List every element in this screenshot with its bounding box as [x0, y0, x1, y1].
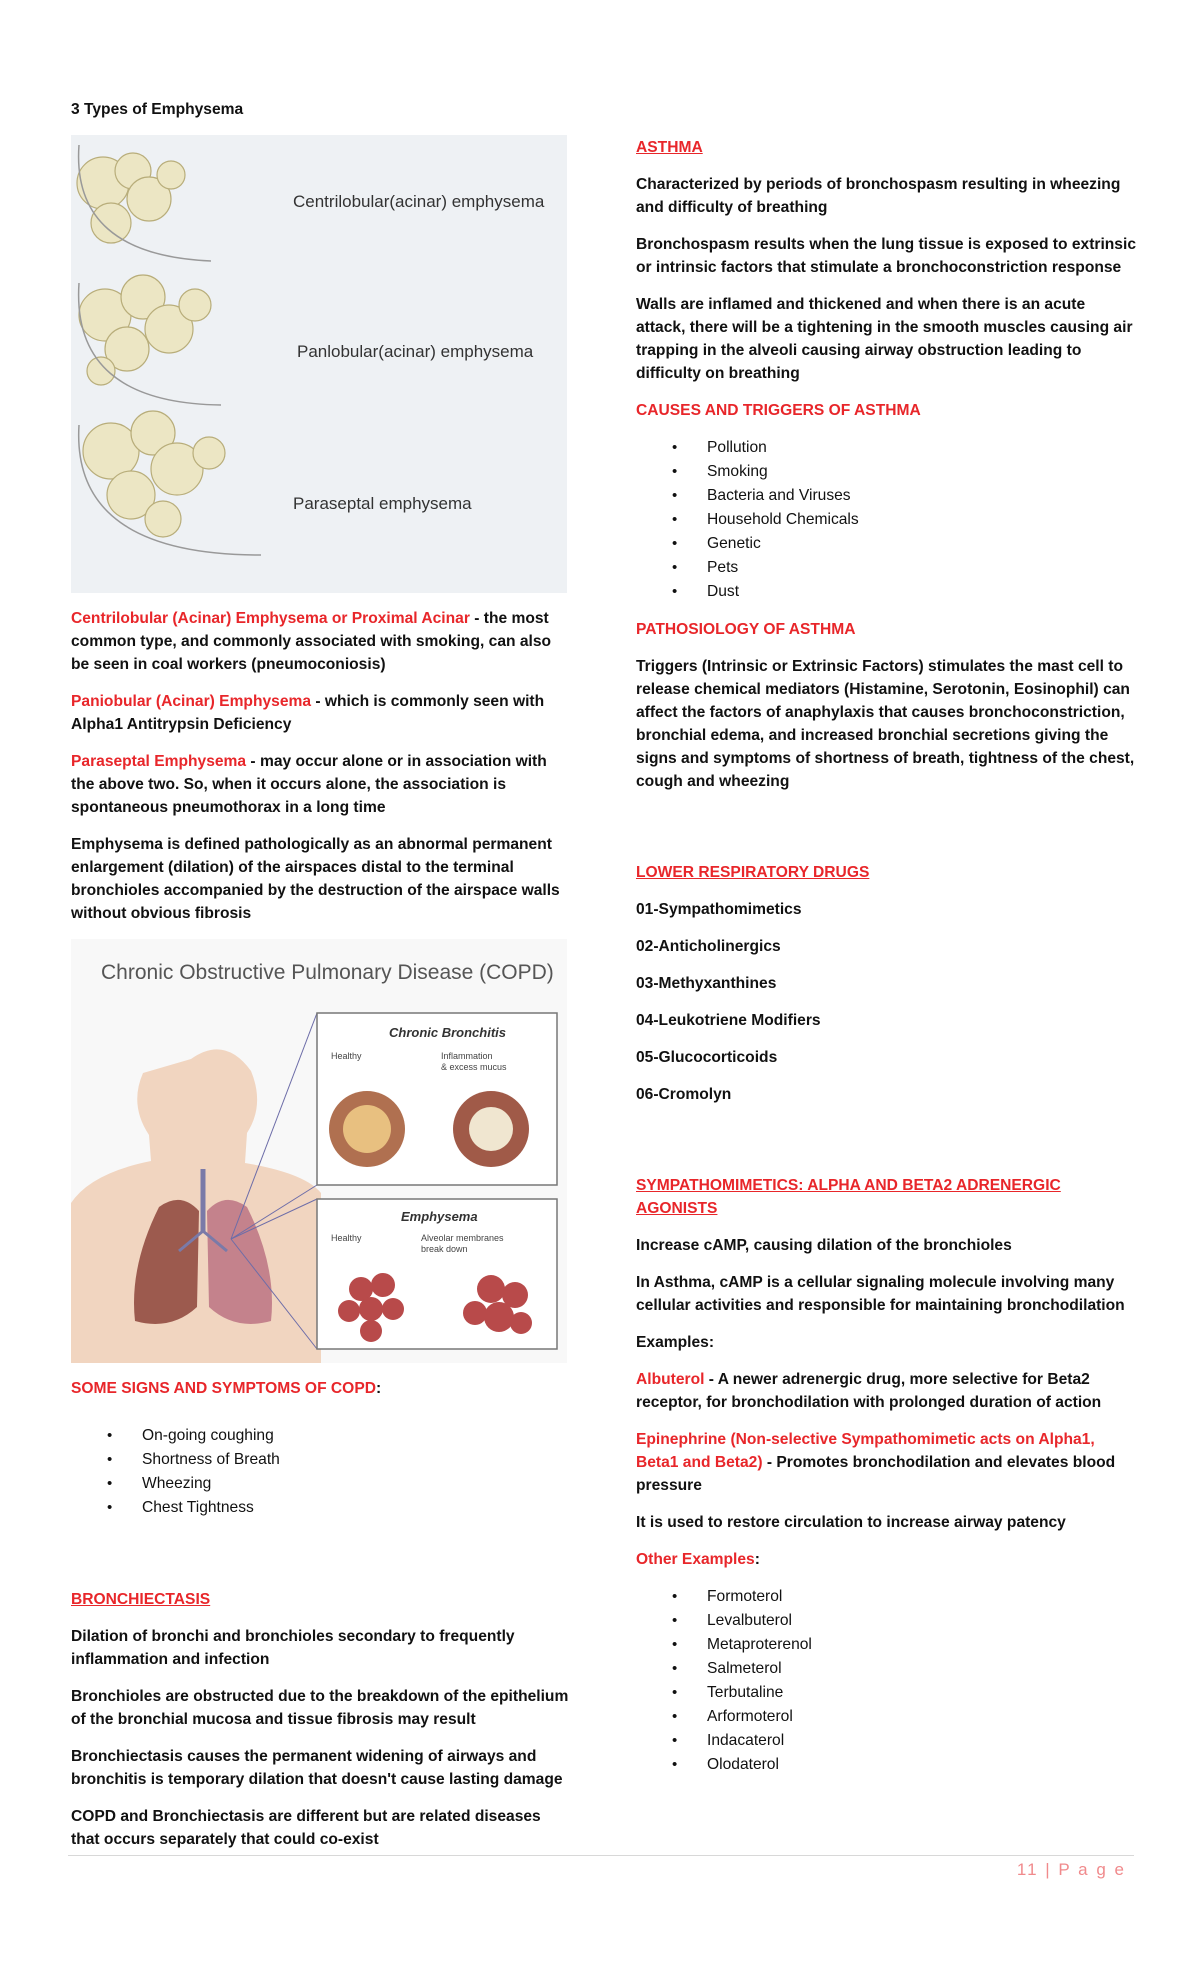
drug-item: 02-Anticholinergics — [636, 938, 781, 955]
list-item: • Household Chemicals — [636, 508, 1136, 532]
list-item: • Metaproterenol — [636, 1633, 1136, 1657]
cb-inflammation-label: Inflammation — [441, 1051, 493, 1061]
emphysema-illustration — [71, 135, 567, 593]
page-label: P a g e — [1058, 1860, 1126, 1879]
list-item: • Salmeterol — [636, 1657, 1136, 1681]
list-item: • Shortness of Breath — [71, 1448, 571, 1472]
bronchiectasis-heading: BRONCHIECTASIS — [71, 1591, 211, 1608]
albuterol-paragraph — [636, 1368, 1136, 1414]
em-alveolar-label: Alveolar membranes — [421, 1233, 504, 1243]
epinephrine-desc: - Promotes bronchodilation and elevates blood pressure — [636, 1454, 1116, 1494]
paniobular-term: Paniobular (Acinar) Emphysema — [71, 693, 312, 710]
sympathomimetics-heading: SYMPATHOMIMETICS: ALPHA AND BETA2 ADRENERGIC AGONISTS — [636, 1177, 1061, 1217]
epinephrine-paragraph — [636, 1428, 1136, 1497]
left-column — [71, 98, 571, 1865]
copd-signs-heading-row — [71, 1377, 571, 1400]
list-item: • Levalbuterol — [636, 1609, 1136, 1633]
asthma-paragraph: Bronchospasm results when the lung tissue is exposed to extrinsic or intrinsic factors that stimulate a bronchoconstriction response — [636, 236, 1136, 276]
other-examples-colon: : — [754, 1551, 760, 1568]
paraseptal-desc: - may occur alone or in association with the above two. So, when it occurs alone, the association is spontaneous pneumothorax in a long time — [71, 753, 547, 816]
drug-item: 01-Sympathomimetics — [636, 901, 802, 918]
cb-healthy-label: Healthy — [331, 1051, 362, 1061]
other-examples-label: Other Examples — [636, 1551, 755, 1568]
list-item: • Pets — [636, 556, 1136, 580]
emphysema-types-title: 3 Types of Emphysema — [71, 101, 244, 118]
list-item: • Formoterol — [636, 1585, 1136, 1609]
copd-signs-list — [71, 1424, 571, 1520]
list-item: • Genetic — [636, 532, 1136, 556]
bronchiectasis-paragraph: Bronchiectasis causes the permanent widening of airways and bronchitis is temporary dilation that doesn't cause lasting damage — [71, 1748, 563, 1788]
pathophysiology-text: Triggers (Intrinsic or Extrinsic Factors) stimulates the mast cell to release chemical mediators (Histamine, Serotonin, Eosinophil) can affect the factors of anaphylaxis that causes bronchoconstriction, bronchial edema, and increased bronchial secretions giving the signs and symptoms of shortness of breath, tightness of the chest, cough and wheezing — [636, 658, 1135, 790]
emphysema-types-figure — [71, 135, 567, 593]
other-examples-label-row — [636, 1548, 1136, 1571]
copd-signs-heading: SOME SIGNS AND SYMPTOMS OF COPD — [71, 1380, 376, 1397]
albuterol-desc: - A newer adrenergic drug, more selective for Beta2 receptor, for bronchodilation with prolonged duration of action — [636, 1371, 1102, 1411]
copd-figure-title: Chronic Obstructive Pulmonary Disease (COPD) — [101, 961, 554, 984]
sympathomimetics-paragraph: In Asthma, cAMP is a cellular signaling molecule involving many cellular activities and responsible for maintaining bronchodilation — [636, 1274, 1125, 1314]
centrilobular-term: Centrilobular (Acinar) Emphysema or Proximal Acinar — [71, 610, 470, 627]
centrilobular-label: Centrilobular(acinar) emphysema — [293, 192, 545, 211]
list-item: • On-going coughing — [71, 1424, 571, 1448]
paniobular-paragraph — [71, 690, 571, 736]
em-breakdown-label: break down — [421, 1244, 468, 1254]
paraseptal-term: Paraseptal Emphysema — [71, 753, 247, 770]
spacer — [636, 807, 1136, 861]
page-number: 11 — [1016, 1860, 1039, 1879]
examples-label: Examples: — [636, 1334, 715, 1351]
paraseptal-paragraph — [71, 750, 571, 819]
list-item: • Pollution — [636, 436, 1136, 460]
page-footer — [1017, 1860, 1126, 1880]
drug-item: 05-Glucocorticoids — [636, 1049, 778, 1066]
list-item: • Smoking — [636, 460, 1136, 484]
asthma-heading: ASTHMA — [636, 139, 703, 156]
other-examples-list — [636, 1585, 1136, 1777]
causes-list — [636, 436, 1136, 604]
list-item: • Chest Tightness — [71, 1496, 571, 1520]
copd-signs-colon: : — [375, 1380, 382, 1397]
spacer — [636, 1120, 1136, 1174]
list-item: • Olodaterol — [636, 1753, 1136, 1777]
bronchiectasis-paragraph: COPD and Bronchiectasis are different but are related diseases that occurs separately that could co-exist — [71, 1808, 541, 1848]
cb-mucus-label: & excess mucus — [441, 1062, 507, 1072]
right-column — [636, 136, 1136, 1791]
drug-item: 06-Cromolyn — [636, 1086, 732, 1103]
list-item: • Indacaterol — [636, 1729, 1136, 1753]
emphysema-definition: Emphysema is defined pathologically as an abnormal permanent enlargement (dilation) of the airspaces distal to the terminal bronchioles accompanied by the destruction of the airspace walls without obvious fibrosis — [71, 836, 560, 922]
footer-divider — [68, 1855, 1134, 1856]
pathophysiology-heading: PATHOSIOLOGY OF ASTHMA — [636, 621, 856, 638]
drugs-heading: LOWER RESPIRATORY DRUGS — [636, 864, 870, 881]
bronchiectasis-paragraph: Dilation of bronchi and bronchioles secondary to frequently inflammation and infection — [71, 1628, 515, 1668]
albuterol-term: Albuterol — [636, 1371, 705, 1388]
footer-separator: | — [1038, 1860, 1059, 1879]
sympathomimetics-paragraph: Increase cAMP, causing dilation of the bronchioles — [636, 1237, 1012, 1254]
asthma-paragraph: Characterized by periods of bronchospasm resulting in wheezing and difficulty of breathing — [636, 176, 1121, 216]
drug-item: 03-Methyxanthines — [636, 975, 777, 992]
paraseptal-label: Paraseptal emphysema — [293, 494, 472, 513]
list-item: • Arformoterol — [636, 1705, 1136, 1729]
spacer — [71, 1534, 571, 1588]
asthma-paragraph: Walls are inflamed and thickened and when there is an acute attack, there will be a tightening in the smooth muscles causing air trapping in the alveoli causing airway obstruction leading to difficulty on breathing — [636, 296, 1133, 382]
emphysema-panel-title: Emphysema — [401, 1209, 478, 1224]
chronic-bronchitis-title: Chronic Bronchitis — [389, 1025, 507, 1040]
panlobular-label: Panlobular(acinar) emphysema — [297, 342, 534, 361]
list-item: • Bacteria and Viruses — [636, 484, 1136, 508]
centrilobular-desc: - the most common type, and commonly associated with smoking, can also be seen in coal workers (pneumoconiosis) — [71, 610, 552, 673]
bronchiectasis-paragraph: Bronchioles are obstructed due to the breakdown of the epithelium of the bronchial mucosa and tissue fibrosis may result — [71, 1688, 569, 1728]
copd-illustration — [71, 939, 567, 1363]
paniobular-desc: - which is commonly seen with Alpha1 Antitrypsin Deficiency — [71, 693, 545, 733]
list-item: • Dust — [636, 580, 1136, 604]
causes-heading: CAUSES AND TRIGGERS OF ASTHMA — [636, 402, 921, 419]
centrilobular-paragraph — [71, 607, 571, 676]
epinephrine-term: Epinephrine (Non-selective Sympathomimetic acts on Alpha1, Beta1 and Beta2) — [636, 1431, 1095, 1471]
copd-figure — [71, 939, 567, 1363]
list-item: • Wheezing — [71, 1472, 571, 1496]
drug-item: 04-Leukotriene Modifiers — [636, 1012, 821, 1029]
list-item: • Terbutaline — [636, 1681, 1136, 1705]
em-healthy-label: Healthy — [331, 1233, 362, 1243]
circulation-paragraph: It is used to restore circulation to increase airway patency — [636, 1514, 1066, 1531]
